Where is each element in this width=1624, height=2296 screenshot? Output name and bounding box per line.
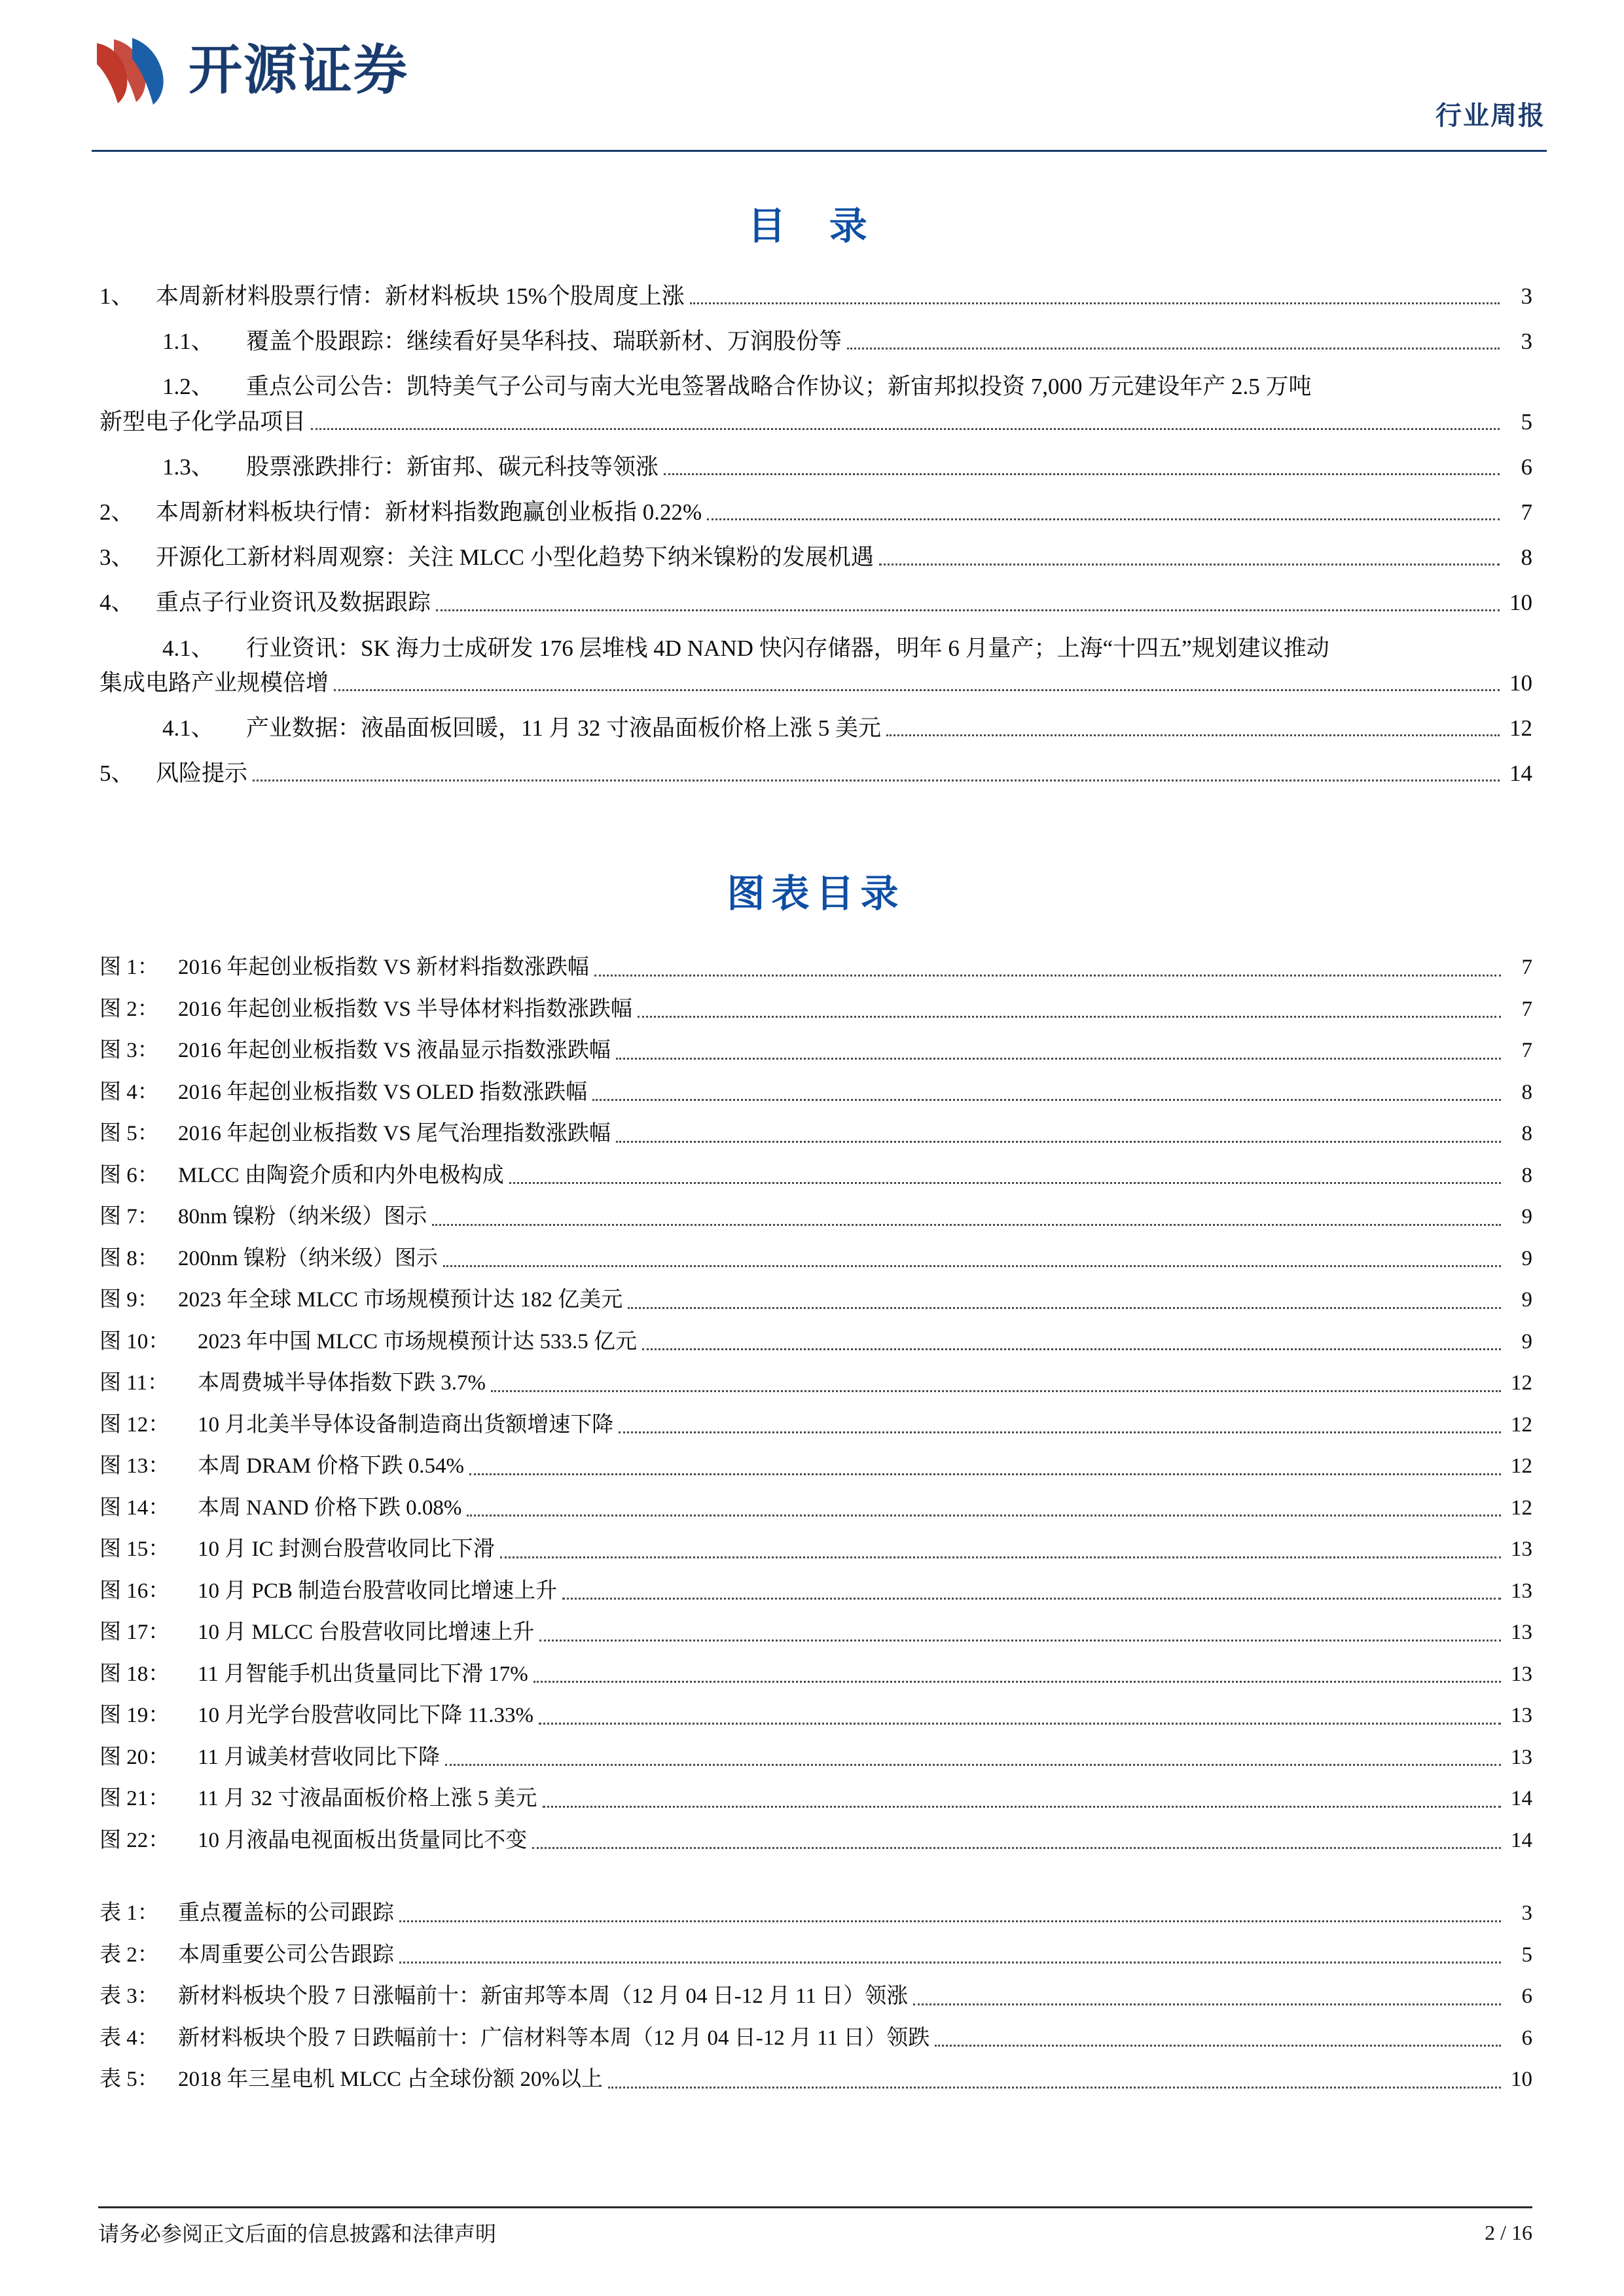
figure-item-page: 13: [1511, 1537, 1532, 1562]
toc-item-label: 行业资讯：SK 海力士成研发 176 层堆栈 4D NAND 快闪存储器，明年 6 月量产；上海“十四五”规划建议推动: [246, 635, 1329, 661]
figure-item-title: 本周费城半导体指数下跌 3.7%: [198, 1371, 486, 1395]
figure-toc-heading: 图表目录: [727, 872, 905, 916]
figure-item-page: 8: [1521, 1163, 1532, 1187]
figure-item-label: 图 3：: [99, 1039, 159, 1063]
toc-item-number: 1.2、: [162, 374, 214, 400]
figure-item-label: 图 7：: [99, 1205, 159, 1229]
figure-leader: [467, 1514, 1501, 1516]
figure-item-page: 14: [1511, 1828, 1532, 1852]
toc-item-number: 1.1、: [162, 329, 214, 355]
figure-item-title: 10 月 MLCC 台股营收同比增速上升: [198, 1621, 535, 1645]
figure-item-title: 10 月光学台股营收同比下降 11.33%: [198, 1704, 534, 1728]
figure-leader: [539, 1722, 1501, 1725]
figure-item[interactable]: [99, 1077, 1532, 1109]
toc-item[interactable]: [99, 756, 1532, 791]
table-item[interactable]: [99, 2022, 1532, 2055]
toc-item-label: 重点公司公告：凯特美气子公司与南大光电签署战略合作协议；新宙邦拟投资 7,000 万元建设年产 2.5 万吨: [246, 374, 1312, 400]
figure-item[interactable]: [99, 1534, 1532, 1566]
toc-item-label: 重点子行业资讯及数据跟踪: [156, 590, 431, 616]
figure-item[interactable]: [99, 1409, 1532, 1442]
figure-leader: [432, 1223, 1501, 1226]
figure-item-page: 13: [1511, 1579, 1532, 1603]
figure-item-page: 13: [1511, 1662, 1532, 1686]
table-leader: [399, 1961, 1501, 1964]
figure-item-label: 图 13：: [99, 1454, 170, 1479]
kaiyuan-logo-icon: [92, 34, 170, 107]
figure-item-page: 7: [1521, 1039, 1532, 1063]
figure-item-label: 图 18：: [99, 1662, 170, 1686]
table-item[interactable]: [99, 2064, 1532, 2096]
figure-item[interactable]: [99, 1450, 1532, 1483]
figure-item[interactable]: [99, 1160, 1532, 1193]
table-item-page: 6: [1521, 2026, 1532, 2050]
toc-item-page: 14: [1509, 761, 1532, 787]
toc-item[interactable]: [99, 369, 1532, 439]
figure-item-page: 7: [1521, 956, 1532, 980]
figure-item-label: 图 21：: [99, 1787, 170, 1811]
toc-item-label: 覆盖个股跟踪：继续看好昊华科技、瑞联新材、万润股份等: [246, 329, 842, 355]
figure-item-page: 12: [1511, 1412, 1532, 1437]
figure-item-page: 12: [1511, 1496, 1532, 1520]
figure-item[interactable]: [99, 1617, 1532, 1649]
figure-item-title: 80nm 镍粉（纳米级）图示: [178, 1205, 427, 1229]
toc-item-page: 5: [1521, 408, 1532, 435]
toc-item-number: 4.1、: [162, 635, 214, 661]
figure-item-label: 图 19：: [99, 1704, 170, 1728]
table-item-title: 新材料板块个股 7 日跌幅前十：广信材料等本周（12 月 04 日-12 月 11 日）领跌: [178, 2026, 930, 2050]
toc-heading: 目 录: [748, 205, 884, 247]
toc-item-page: 10: [1509, 670, 1532, 696]
figure-item[interactable]: [99, 1742, 1532, 1774]
figure-item-label: 图 12：: [99, 1412, 170, 1437]
figure-item-label: 图 11：: [99, 1371, 170, 1395]
figure-leader: [562, 1597, 1501, 1600]
toc-leader: [847, 347, 1500, 350]
toc-item-label: 开源化工新材料周观察：关注 MLCC 小型化趋势下纳米镍粉的发展机遇: [156, 545, 874, 571]
toc-leader: [311, 427, 1500, 430]
figure-item-label: 图 4：: [99, 1080, 159, 1104]
figure-item-page: 12: [1511, 1454, 1532, 1479]
table-item[interactable]: [99, 1981, 1532, 2013]
table-item[interactable]: [99, 1897, 1532, 1930]
figure-leader: [500, 1556, 1501, 1558]
toc-item[interactable]: [99, 495, 1532, 529]
toc-leader: [879, 563, 1500, 565]
doc-type-label: 行业周报: [1435, 101, 1545, 130]
figure-leader: [638, 1015, 1501, 1018]
figure-item-title: 2016 年起创业板指数 VS OLED 指数涨跌幅: [178, 1080, 588, 1104]
figure-item[interactable]: [99, 1118, 1532, 1151]
toc-item-label: 股票涨跌排行：新宙邦、碳元科技等领涨: [246, 454, 659, 480]
table-list: [99, 1897, 1532, 2096]
figure-item-title: 2016 年起创业板指数 VS 半导体材料指数涨跌幅: [178, 997, 632, 1021]
figure-item-page: 9: [1521, 1329, 1532, 1354]
figure-item-label: 图 10：: [99, 1329, 170, 1354]
figure-leader: [532, 1846, 1501, 1849]
toc-item[interactable]: [99, 631, 1532, 700]
table-item-label: 表 4：: [99, 2026, 159, 2050]
table-leader: [913, 2003, 1501, 2005]
figure-item-label: 图 9：: [99, 1288, 159, 1312]
table-leader: [608, 2086, 1501, 2089]
table-item-page: 3: [1521, 1901, 1532, 1926]
figure-item[interactable]: [99, 994, 1532, 1026]
table-leader: [399, 1920, 1501, 1922]
table-item-page: 10: [1511, 2068, 1532, 2092]
table-item-title: 重点覆盖标的公司跟踪: [178, 1901, 394, 1926]
toc-item-number: 2、: [99, 499, 134, 525]
figure-item-label: 图 15：: [99, 1537, 170, 1562]
figure-item-label: 图 8：: [99, 1246, 159, 1270]
figure-item[interactable]: [99, 952, 1532, 984]
figure-item-page: 8: [1521, 1080, 1532, 1104]
figure-list: [99, 952, 1532, 1857]
figure-item-label: 图 14：: [99, 1496, 170, 1520]
page-content: [0, 195, 1624, 2096]
figure-item-title: 11 月智能手机出货量同比下滑 17%: [198, 1662, 528, 1686]
footer-page-number: 2 / 16: [1485, 2220, 1532, 2244]
toc-item-label: 风险提示: [156, 761, 248, 787]
figure-item-label: 图 5：: [99, 1122, 159, 1146]
toc-leader: [436, 609, 1500, 611]
figure-item-page: 9: [1521, 1246, 1532, 1270]
table-item[interactable]: [99, 1939, 1532, 1972]
figure-item-title: 2016 年起创业板指数 VS 新材料指数涨跌幅: [178, 956, 589, 980]
toc-item[interactable]: [99, 711, 1532, 745]
table-item-label: 表 1：: [99, 1901, 159, 1926]
figure-item-label: 图 16：: [99, 1579, 170, 1603]
toc-item-number: 4.1、: [162, 715, 214, 741]
table-item-title: 2018 年三星电机 MLCC 占全球份额 20%以上: [178, 2068, 604, 2092]
figure-item-title: 2023 年全球 MLCC 市场规模预计达 182 亿美元: [178, 1288, 623, 1312]
figure-item[interactable]: [99, 1825, 1532, 1857]
figure-leader: [445, 1763, 1501, 1766]
table-item-label: 表 2：: [99, 1943, 159, 1967]
figure-leader: [619, 1431, 1501, 1433]
figure-item-title: 2023 年中国 MLCC 市场规模预计达 533.5 亿元: [198, 1329, 638, 1354]
figure-item-page: 7: [1521, 997, 1532, 1021]
toc-item-number: 1、: [99, 283, 134, 309]
toc-item-label: 本周新材料股票行情：新材料板块 15%个股周度上涨: [156, 283, 685, 309]
table-item-label: 表 3：: [99, 1984, 159, 2009]
toc-leader: [707, 518, 1500, 520]
toc-item-label: 产业数据：液晶面板回暖，11 月 32 寸液晶面板价格上涨 5 美元: [246, 715, 881, 741]
figure-item[interactable]: [99, 1659, 1532, 1691]
toc-item-page: 12: [1509, 715, 1532, 741]
toc-item-number: 4、: [99, 590, 134, 616]
figure-item[interactable]: [99, 1243, 1532, 1276]
toc-item-page: 3: [1521, 283, 1532, 309]
figure-item-page: 12: [1511, 1371, 1532, 1395]
figure-leader: [491, 1390, 1501, 1392]
toc-item-label-cont: 新型电子化学品项目: [99, 408, 306, 435]
toc-item-page: 7: [1521, 499, 1532, 525]
figure-item[interactable]: [99, 1783, 1532, 1816]
figure-leader: [616, 1140, 1501, 1143]
figure-leader: [509, 1181, 1501, 1184]
table-item-page: 6: [1521, 1984, 1532, 2009]
figure-item[interactable]: [99, 1326, 1532, 1359]
figure-leader: [642, 1348, 1501, 1350]
page-header: [0, 0, 1624, 164]
toc-item-page: 3: [1521, 329, 1532, 355]
figure-item-title: 2016 年起创业板指数 VS 液晶显示指数涨跌幅: [178, 1039, 611, 1063]
figure-item-label: 图 20：: [99, 1745, 170, 1769]
table-item-label: 表 5：: [99, 2068, 159, 2092]
toc-item[interactable]: [99, 585, 1532, 620]
toc-item-number: 1.3、: [162, 454, 214, 480]
toc-item-page: 8: [1521, 545, 1532, 571]
figure-leader: [469, 1473, 1501, 1475]
figure-item-title: 10 月液晶电视面板出货量同比不变: [198, 1828, 528, 1852]
toc-leader: [334, 689, 1500, 691]
figure-item-page: 9: [1521, 1288, 1532, 1312]
figure-item-label: 图 17：: [99, 1621, 170, 1645]
figure-item-title: 200nm 镍粉（纳米级）图示: [178, 1246, 438, 1270]
toc-leader: [690, 302, 1500, 304]
toc-item-number: 5、: [99, 761, 134, 787]
table-item-title: 本周重要公司公告跟踪: [178, 1943, 394, 1967]
page-footer: [98, 2206, 1532, 2248]
figure-item[interactable]: [99, 1201, 1532, 1234]
figure-item[interactable]: [99, 1575, 1532, 1608]
toc-item-label-cont: 集成电路产业规模倍增: [99, 670, 329, 696]
figure-item-page: 9: [1521, 1205, 1532, 1229]
figure-item-label: 图 22：: [99, 1828, 170, 1852]
figure-item-title: 2016 年起创业板指数 VS 尾气治理指数涨跌幅: [178, 1122, 611, 1146]
figure-item-page: 13: [1511, 1704, 1532, 1728]
toc-item-label: 本周新材料板块行情：新材料指数跑赢创业板指 0.22%: [156, 499, 702, 525]
figure-item-title: 10 月 IC 封测台股营收同比下滑: [198, 1537, 495, 1562]
figure-item[interactable]: [99, 1492, 1532, 1525]
table-item-page: 5: [1521, 1943, 1532, 1967]
figure-item-page: 13: [1511, 1621, 1532, 1645]
toc-leader: [886, 734, 1500, 736]
figure-item-page: 14: [1511, 1787, 1532, 1811]
figure-item-title: 11 月诚美材营收同比下降: [198, 1745, 441, 1769]
toc-item-page: 10: [1509, 590, 1532, 616]
toc-item-page: 6: [1521, 454, 1532, 480]
toc-leader: [664, 473, 1500, 475]
figure-leader: [539, 1639, 1501, 1641]
figure-item-label: 图 1：: [99, 956, 159, 980]
figure-leader: [594, 974, 1501, 977]
figure-item-page: 13: [1511, 1745, 1532, 1769]
figure-leader: [443, 1265, 1501, 1267]
toc-list: [99, 279, 1532, 791]
figure-item[interactable]: [99, 1284, 1532, 1317]
toc-item-number: 3、: [99, 545, 134, 571]
figure-item-title: MLCC 由陶瓷介质和内外电极构成: [178, 1163, 504, 1187]
figure-leader: [628, 1306, 1501, 1309]
brand-name: 开源证券: [189, 41, 409, 100]
figure-item[interactable]: [99, 1035, 1532, 1067]
table-item-title: 新材料板块个股 7 日涨幅前十：新宙邦等本周（12 月 04 日-12 月 11 日）领涨: [178, 1984, 909, 2009]
figure-leader: [616, 1057, 1501, 1060]
figure-item-title: 11 月 32 寸液晶面板价格上涨 5 美元: [198, 1787, 537, 1811]
figure-item-label: 图 2：: [99, 997, 159, 1021]
figure-item-title: 本周 NAND 价格下跌 0.08%: [198, 1496, 462, 1520]
header-divider: [92, 150, 1547, 152]
figure-item-label: 图 6：: [99, 1163, 159, 1187]
footer-disclaimer: 请务必参阅正文后面的信息披露和法律声明: [98, 2222, 497, 2246]
toc-item[interactable]: [99, 540, 1532, 575]
figure-leader: [592, 1098, 1501, 1101]
table-leader: [935, 2044, 1501, 2047]
toc-item[interactable]: [99, 450, 1532, 484]
figure-item-title: 本周 DRAM 价格下跌 0.54%: [198, 1454, 465, 1479]
toc-item[interactable]: [99, 324, 1532, 359]
figure-leader: [533, 1680, 1501, 1683]
figure-leader: [543, 1805, 1501, 1808]
figure-item[interactable]: [99, 1700, 1532, 1732]
figure-item-page: 8: [1521, 1122, 1532, 1146]
brand-logo: [92, 34, 1545, 107]
figure-item-title: 10 月北美半导体设备制造商出货额增速下降: [198, 1412, 614, 1437]
toc-leader: [253, 779, 1500, 781]
figure-item-title: 10 月 PCB 制造台股营收同比增速上升: [198, 1579, 558, 1603]
figure-item[interactable]: [99, 1367, 1532, 1400]
toc-item[interactable]: [99, 279, 1532, 314]
